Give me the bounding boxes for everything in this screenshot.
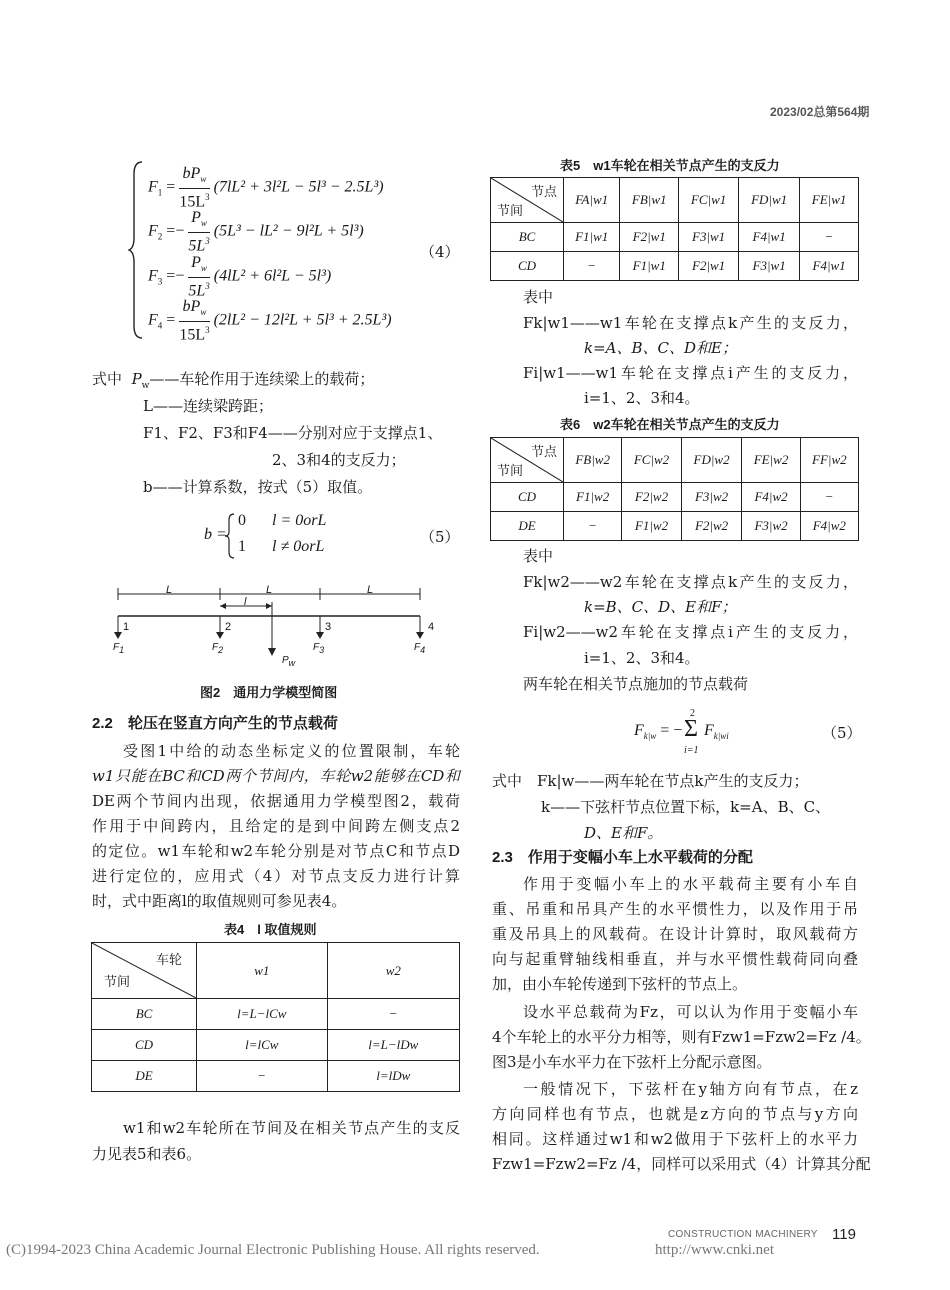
table5-col: FD|w1 bbox=[739, 178, 800, 223]
fig2-n3: 3 bbox=[325, 621, 332, 633]
sec22-p1: 受图1中给的动态坐标定义的位置限制，车轮 bbox=[123, 742, 460, 760]
figure-2-diagram bbox=[100, 582, 450, 672]
t6-notes-a1: Fk|w2——w2车轮在支撑点k产生的支反力， bbox=[523, 573, 858, 591]
sec22-p7: 时，式中距离l的取值规则可参见表4。 bbox=[92, 892, 347, 910]
table5-header-bay: 节间 bbox=[497, 203, 524, 218]
table4-cell: l=L−lDw bbox=[327, 1030, 459, 1061]
sec23-p8: 图3是小车水平力在下弦杆上分配示意图。 bbox=[492, 1053, 772, 1071]
table5-col: FB|w1 bbox=[620, 178, 679, 223]
table5-row-name: CD bbox=[491, 252, 564, 281]
t5-notes-a2: k=A、B、C、D和E； bbox=[584, 339, 737, 357]
eq5s-sum-bot: i=1 bbox=[684, 745, 699, 756]
table4-cell: − bbox=[197, 1061, 328, 1092]
table4-cell: − bbox=[327, 999, 459, 1030]
table5-cell: F3|w1 bbox=[739, 252, 800, 281]
table4-header-bay: 节间 bbox=[104, 974, 131, 989]
table5-caption: 表5 w1车轮在相关节点产生的支反力 bbox=[560, 158, 780, 173]
sec22-p4: 作用于中间跨内，且给定的是到中间跨左侧支点2 bbox=[92, 817, 460, 835]
fig2-f4: $F_4$ bbox=[414, 642, 426, 655]
table6-col: FB|w2 bbox=[564, 438, 622, 483]
table4-col-w2: w2 bbox=[327, 943, 459, 999]
sec22-p6: 进行定位的，应用式（4）对节点支反力进行计算 bbox=[92, 867, 460, 885]
journal-name: CONSTRUCTION MACHINERY bbox=[668, 1229, 818, 1240]
t5-notes-title: 表中 bbox=[523, 288, 554, 306]
table5-cell: F3|w1 bbox=[679, 223, 739, 252]
fig2-n4: 4 bbox=[428, 621, 435, 633]
eq5b-r2a: 1 bbox=[238, 538, 246, 555]
t6-notes-b1: Fi|w2——w2车轮在支撑点i产生的支反力， bbox=[523, 623, 858, 641]
sec23-p11: 相同。这样通过w1和w2做用于下弦杆上的水平力 bbox=[492, 1130, 858, 1148]
eq5b-r2b: l ≠ 0orL bbox=[272, 538, 325, 555]
t6-notes-a2: k=B、C、D、E和F； bbox=[584, 598, 737, 616]
copyright-text: (C)1994-2023 China Academic Journal Electronic Publishing House. All rights reserved. bbox=[6, 1242, 540, 1258]
table4-cell: l=L−lCw bbox=[197, 999, 328, 1030]
table6-cell: F3|w2 bbox=[681, 483, 742, 512]
table5-cell: F1|w1 bbox=[620, 252, 679, 281]
table5-cell: − bbox=[564, 252, 620, 281]
eq4-number: （4） bbox=[420, 243, 460, 261]
fig2-L1: L bbox=[166, 584, 173, 596]
eq5s-lhs: $F_{k|w}$ = − bbox=[634, 722, 683, 742]
table6-cell: F4|w2 bbox=[800, 512, 858, 541]
table5-cell: − bbox=[800, 223, 859, 252]
sec23-p6: 设水平总载荷为Fz，可以认为作用于变幅小车 bbox=[523, 1003, 858, 1021]
eq4-row3: $F_3$ =− $\frac{P_w}{5L^3}$ (4lL² + 6l²L − 5l³) bbox=[148, 254, 332, 300]
eq5s-rhs: $F_{k|wi}$ bbox=[704, 722, 729, 742]
sec23-p1: 作用于变幅小车上的水平载荷主要有小车自 bbox=[523, 875, 858, 893]
fig2-n2: 2 bbox=[225, 621, 232, 633]
table6-col: FC|w2 bbox=[622, 438, 681, 483]
table6-cell: F1|w2 bbox=[564, 483, 622, 512]
table6-header-bay: 节间 bbox=[497, 463, 524, 478]
table4-caption: 表4 l 取值规则 bbox=[224, 922, 317, 937]
eq5s-sum: Σ bbox=[684, 716, 698, 742]
table4-header-wheel: 车轮 bbox=[155, 952, 182, 967]
sec23-p3: 重及吊具上的风载荷。在设计计算时，取风载荷方 bbox=[492, 925, 858, 943]
t6-notes-p: 两车轮在相关节点施加的节点载荷 bbox=[523, 675, 749, 693]
table6-cell: − bbox=[564, 512, 622, 541]
table6-cell: F4|w2 bbox=[742, 483, 800, 512]
table4-cell: l=lCw bbox=[197, 1030, 328, 1061]
eq5b-r1b: l = 0orL bbox=[272, 512, 327, 529]
figure-2-caption: 图2 通用力学模型简图 bbox=[200, 685, 338, 700]
eq5s-sum-top: 2 bbox=[690, 708, 695, 719]
table5-col: FA|w1 bbox=[564, 178, 620, 223]
table5-col: FC|w1 bbox=[679, 178, 739, 223]
table6-header-node: 节点 bbox=[530, 444, 557, 459]
right-desc-l2: k——下弦杆节点位置下标，k=A、B、C、 bbox=[541, 798, 831, 816]
sec23-p10: 方向同样也有节点，也就是z方向的节点与y方向 bbox=[492, 1105, 858, 1123]
sec22-p3: DE两个节间内出现，依据通用力学模型图2，载荷 bbox=[92, 792, 460, 810]
fig2-L2: L bbox=[266, 584, 273, 596]
t5-notes-a1: Fk|w1——w1车轮在支撑点k产生的支反力， bbox=[523, 314, 858, 332]
table5-row-name: BC bbox=[491, 223, 564, 252]
right-desc-l3: D、E和F。 bbox=[584, 824, 663, 842]
t5-notes-b2: i=1、2、3和4。 bbox=[584, 389, 700, 407]
eq5b-number: （5） bbox=[420, 528, 460, 546]
fig2-f3: $F_3$ bbox=[313, 642, 325, 655]
table4-cell: l=lDw bbox=[327, 1061, 459, 1092]
sec23-p9: 一般情况下，下弦杆在y轴方向有节点，在z bbox=[523, 1080, 858, 1098]
sec23-p5: 加，由小车轮传递到下弦杆的节点上。 bbox=[492, 975, 748, 993]
issue-header: 2023/02总第564期 bbox=[770, 105, 870, 119]
fig2-L3: L bbox=[367, 584, 374, 596]
sec23-p4: 向与起重臂轴线相垂直，并与水平惯性载荷同向叠 bbox=[492, 950, 858, 968]
t5-notes-b1: Fi|w1——w1车轮在支撑点i产生的支反力， bbox=[523, 364, 858, 382]
eq4-brace bbox=[128, 160, 146, 340]
table4-row-name: CD bbox=[92, 1030, 197, 1061]
table5-cell: F1|w1 bbox=[564, 223, 620, 252]
fig2-f1: $F_1$ bbox=[113, 642, 125, 655]
eq5b-lhs: b = bbox=[204, 526, 227, 543]
sec22-title: 2.2 轮压在竖直方向产生的节点载荷 bbox=[92, 715, 338, 732]
eq5s-number: （5） bbox=[822, 724, 862, 742]
table6-cell: F3|w2 bbox=[742, 512, 800, 541]
page-number: 119 bbox=[832, 1226, 856, 1243]
desc-line3: F1、F2、F3和F4——分别对应于支撑点1、 bbox=[143, 424, 443, 442]
eq5b-brace bbox=[224, 512, 236, 560]
sec22-p2: w1只能在BC和CD两个节间内，车轮w2能够在CD和 bbox=[92, 767, 460, 785]
eq4-row1: $F_1$ = $\frac{bP_w}{15L^3}$ (7lL² + 3l²L − 5l³ − 2.5L³) bbox=[148, 165, 384, 211]
table6 bbox=[490, 437, 859, 541]
table4 bbox=[91, 942, 460, 1092]
table6-row-name: CD bbox=[491, 483, 564, 512]
desc-line4: 2、3和4的支反力； bbox=[272, 451, 406, 469]
desc-line5: b——计算系数，按式（5）取值。 bbox=[143, 478, 373, 496]
table5 bbox=[490, 177, 859, 281]
after-t4-p1: w1和w2车轮所在节间及在相关节点产生的支反 bbox=[123, 1119, 460, 1137]
table4-col-w1: w1 bbox=[197, 943, 328, 999]
fig2-l: l bbox=[244, 596, 247, 608]
fig2-pw: $P_w$ bbox=[282, 655, 296, 668]
desc-line2: L——连续梁跨距； bbox=[143, 397, 273, 415]
right-desc-l1: 式中 Fk|w——两车轮在节点k产生的支反力； bbox=[492, 772, 809, 790]
table6-cell: F2|w2 bbox=[622, 483, 681, 512]
after-t4-p2: 力见表5和表6。 bbox=[92, 1145, 202, 1163]
sec23-p7: 4个车轮上的水平分力相等，则有Fzw1=Fzw2=Fz /4。 bbox=[492, 1028, 871, 1046]
table5-cell: F2|w1 bbox=[620, 223, 679, 252]
table6-caption: 表6 w2车轮在相关节点产生的支反力 bbox=[560, 417, 780, 432]
eq5b-r1a: 0 bbox=[238, 512, 246, 529]
table6-cell: F2|w2 bbox=[681, 512, 742, 541]
table6-col: FE|w2 bbox=[742, 438, 800, 483]
eq4-row4: $F_4$ = $\frac{bP_w}{15L^3}$ (2lL² − 12l²L + 5l³ + 2.5L³) bbox=[148, 298, 392, 344]
eq4-row2: $F_2$ =− $\frac{P_w}{5L^3}$ (5L³ − lL² − 9l²L + 5l³) bbox=[148, 209, 364, 255]
table4-row-name: DE bbox=[92, 1061, 197, 1092]
table6-cell: F1|w2 bbox=[622, 512, 681, 541]
table5-cell: F4|w1 bbox=[739, 223, 800, 252]
table6-col: FD|w2 bbox=[681, 438, 742, 483]
table6-row-name: DE bbox=[491, 512, 564, 541]
table6-cell: − bbox=[800, 483, 858, 512]
sec23-p2: 重、吊重和吊具产生的水平惯性力，以及作用于吊 bbox=[492, 900, 858, 918]
table6-col: FF|w2 bbox=[800, 438, 858, 483]
table5-col: FE|w1 bbox=[800, 178, 859, 223]
t6-notes-title: 表中 bbox=[523, 547, 554, 565]
sec22-p5: 的定位。w1车轮和w2车轮分别是对节点C和节点D bbox=[92, 842, 460, 860]
table4-row-name: BC bbox=[92, 999, 197, 1030]
t6-notes-b2: i=1、2、3和4。 bbox=[584, 649, 700, 667]
table5-cell: F4|w1 bbox=[800, 252, 859, 281]
sec23-p12: Fzw1=Fzw2=Fz /4，同样可以采用式（4）计算其分配 bbox=[492, 1155, 871, 1173]
fig2-n1: 1 bbox=[123, 621, 130, 633]
table5-cell: F2|w1 bbox=[679, 252, 739, 281]
table5-header-node: 节点 bbox=[530, 184, 557, 199]
fig2-f2: $F_2$ bbox=[212, 642, 224, 655]
desc-line1: 式中 $P_w——$车轮作用于连续梁上的载荷； bbox=[92, 370, 375, 391]
sec23-title: 2.3 作用于变幅小车上水平载荷的分配 bbox=[492, 849, 753, 866]
cnki-url[interactable]: http://www.cnki.net bbox=[655, 1242, 775, 1258]
